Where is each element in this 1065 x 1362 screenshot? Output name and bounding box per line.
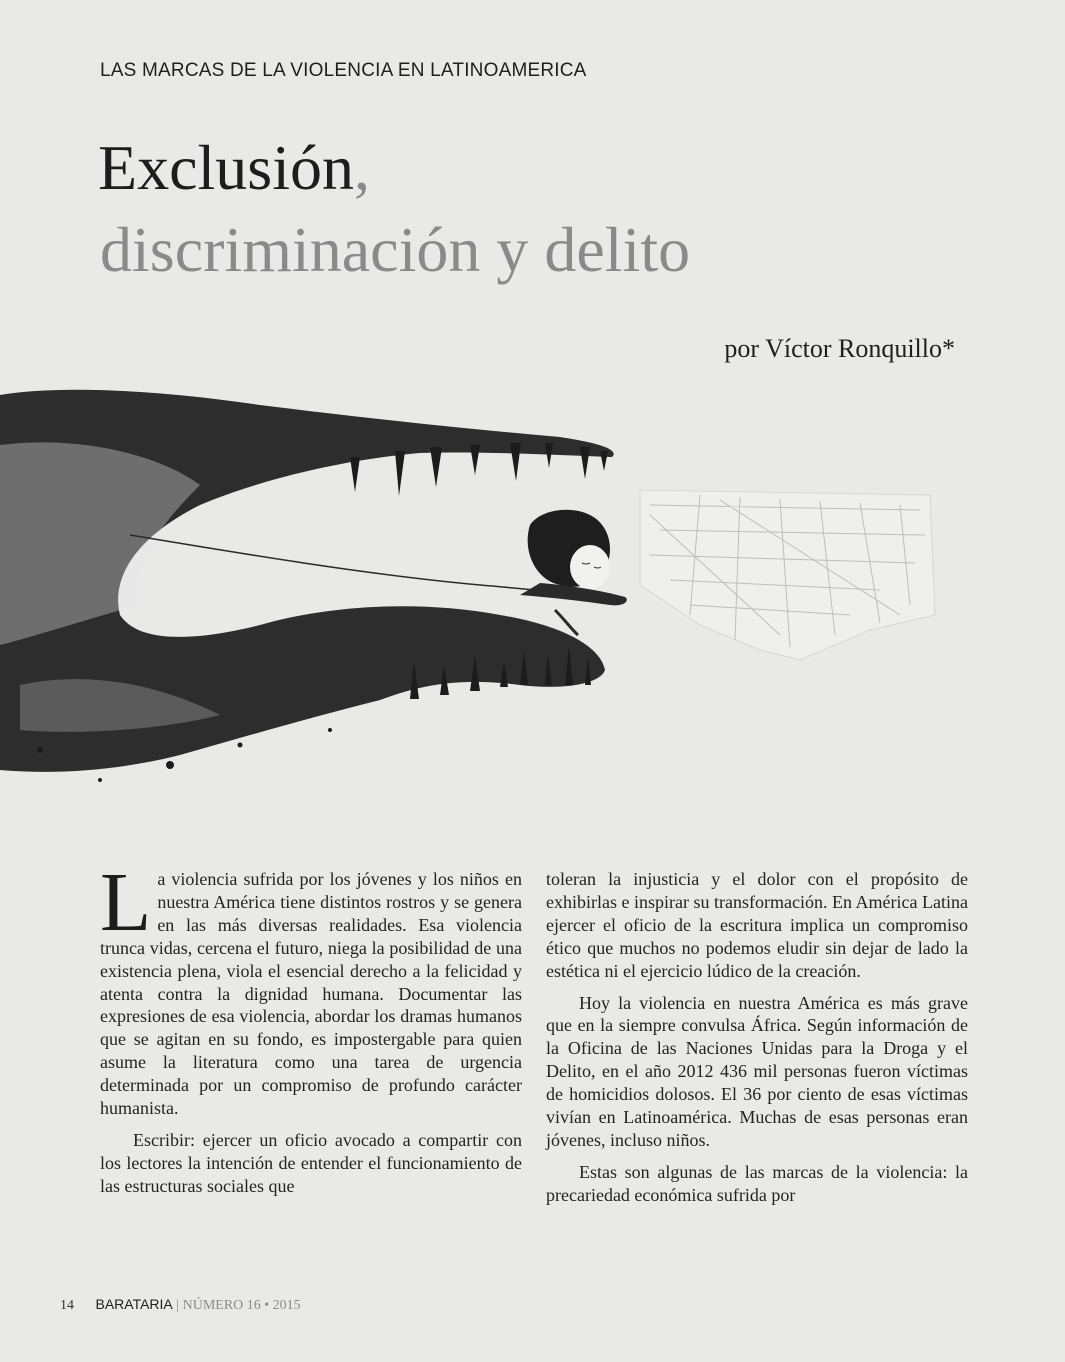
paragraph	[100, 856, 522, 1120]
drop-cap: L	[100, 856, 152, 949]
body-column-right	[546, 868, 968, 1216]
title-comma: ,	[353, 132, 370, 203]
girl-figure	[520, 510, 627, 635]
section-kicker: LAS MARCAS DE LA VIOLENCIA EN LATINOAMERICA	[100, 60, 587, 81]
paragraph: Estas son algunas de las marcas de la violencia: la precariedad económica sufrida por	[546, 1161, 968, 1205]
byline: por Víctor Ronquillo*	[724, 334, 955, 363]
body-column-left	[100, 856, 522, 1207]
page-number: 14	[60, 1298, 74, 1313]
fish-devouring-girl-illustration	[0, 385, 1065, 800]
paragraph: Hoy la violencia en nuestra América es más grave que en la siempre convulsa África. Según información de la Oficina de las Naciones Unidas para la Droga y el Delito, en el año 2012 436 mil personas fueron víctimas de homicidios dolosos. El 36 por ciento de esas víctimas vivían en Latinoamérica. Muchas de esas personas eran jóvenes, incluso niños.	[546, 992, 968, 1150]
footer-separator: |	[176, 1298, 180, 1313]
city-map-fragment	[640, 490, 935, 660]
issue-number: NÚMERO 16	[182, 1298, 261, 1313]
article-title-line2: discriminación y delito	[100, 214, 691, 285]
paragraph-text: a violencia sufrida por los jóvenes y los niños en nuestra América tiene distintos rostros y se genera en las más diversas realidades. Esa violencia trunca vidas, cercena el futuro, niega la posibilidad de una existencia plena, viola el esencial derecho a la felicidad y atenta contra la dignidad humana. Documentar las expresiones de esa violencia, abordar los dramas humanos que se agitan en su fondo, es impostergable para quien asume la literatura como una tarea de urgencia determinada por un compromiso de profundo carácter humanista.	[100, 869, 522, 1119]
issue-year: 2015	[272, 1298, 301, 1313]
page-footer	[60, 1296, 301, 1314]
article-title-line1	[98, 132, 370, 203]
paragraph: toleran la injusticia y el dolor con el propósito de exhibirlas e inspirar su transformación. En América Latina ejercer el oficio de la escritura implica un compromiso ético que muchos no podemos eludir sin dejar de lado la estética ni el ejercicio lúdico de la creación.	[546, 869, 968, 981]
footer-bullet: •	[264, 1298, 270, 1313]
paragraph: Escribir: ejercer un oficio avocado a compartir con los lectores la intención de entender el funcionamiento de las estructuras sociales que	[100, 1129, 522, 1196]
title-word: Exclusión	[98, 132, 354, 203]
fish-body	[0, 390, 614, 772]
magazine-name: BARATARIA	[95, 1296, 173, 1312]
